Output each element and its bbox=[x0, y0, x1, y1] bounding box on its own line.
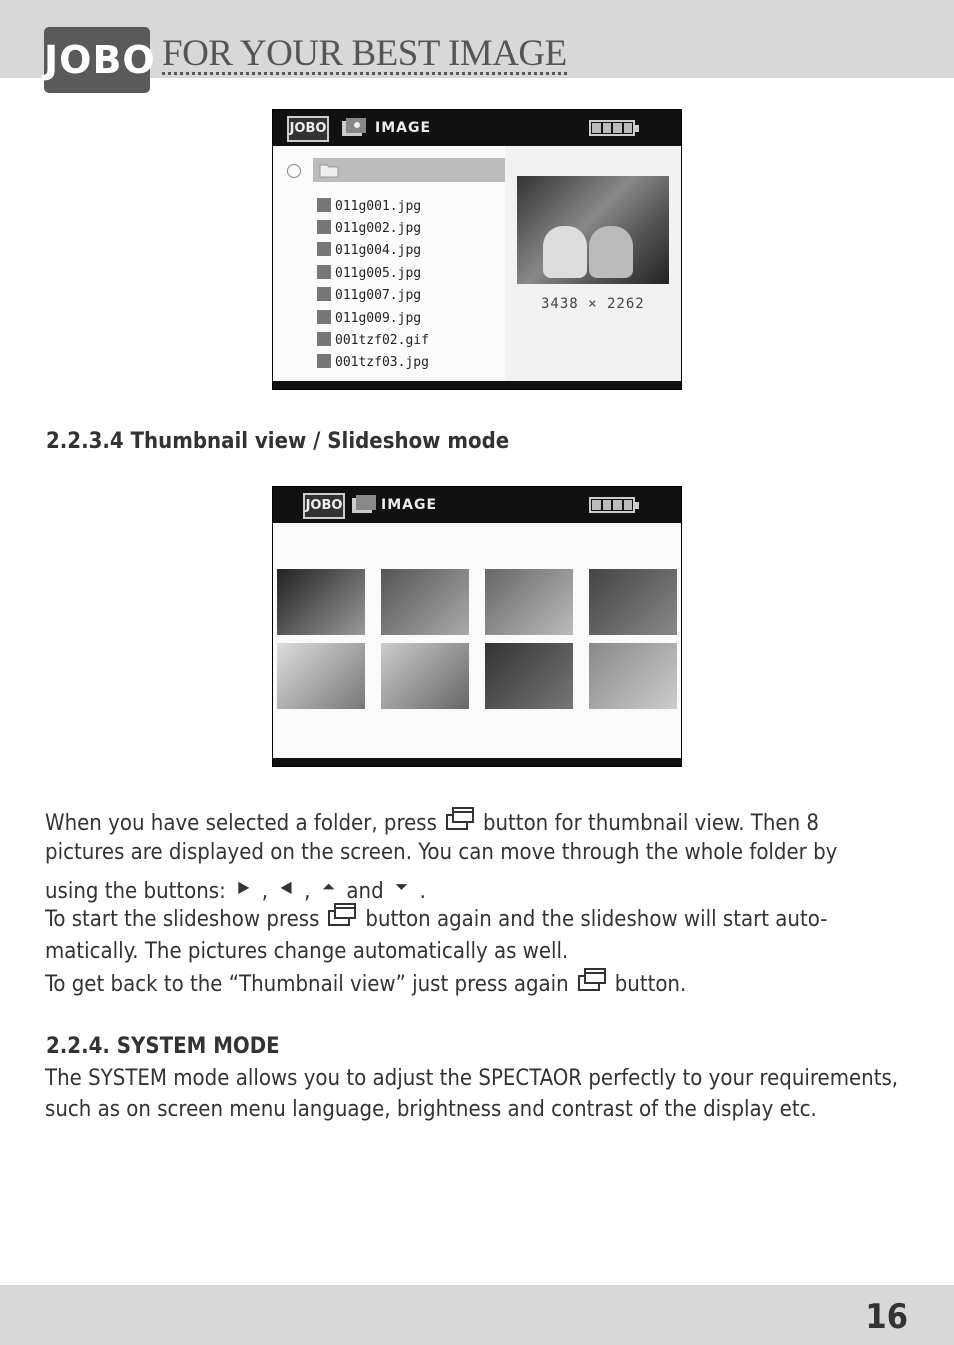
footer-band bbox=[0, 1285, 954, 1345]
image-file-icon bbox=[317, 310, 331, 324]
text-segment: button for thumbnail view. Then 8 bbox=[482, 811, 820, 836]
file-item[interactable]: 011g004.jpg bbox=[317, 242, 421, 258]
text-segment: To start the slideshow press bbox=[45, 907, 320, 932]
thumbnail-birds[interactable] bbox=[381, 569, 469, 635]
kitten-figure bbox=[543, 226, 587, 278]
section-title-thumbnail: 2.2.3.4 Thumbnail view / Slideshow mode bbox=[46, 429, 510, 454]
file-item[interactable]: 011g009.jpg bbox=[317, 310, 421, 326]
text-line: The SYSTEM mode allows you to adjust the SPECTAOR perfectly to your requirements, bbox=[45, 1066, 899, 1091]
folder-icon bbox=[319, 162, 339, 178]
file-browser-screenshot bbox=[272, 109, 682, 390]
arrow-down-icon: ⏷ bbox=[395, 877, 409, 896]
thumbnail-animals[interactable] bbox=[589, 569, 677, 635]
thumbnail-panda[interactable] bbox=[589, 643, 677, 709]
thumbnail-mode-icon bbox=[327, 902, 357, 928]
image-file-icon bbox=[317, 265, 331, 279]
preview-image bbox=[517, 176, 669, 284]
text-line: matically. The pictures change automatically as well. bbox=[45, 939, 569, 964]
file-browser-body bbox=[273, 146, 681, 381]
file-item[interactable]: 011g002.jpg bbox=[317, 220, 421, 236]
jobo-logo: JOBO bbox=[44, 27, 150, 93]
device-logo: JOBO bbox=[303, 493, 345, 519]
image-file-icon bbox=[317, 198, 331, 212]
arrow-right-icon: ▶ bbox=[238, 877, 250, 896]
text-line: pictures are displayed on the screen. You can move through the whole folder by bbox=[45, 840, 838, 865]
thumbnail-cranes[interactable] bbox=[381, 643, 469, 709]
text-segment: When you have selected a folder, press bbox=[45, 811, 437, 836]
page-number: 16 bbox=[865, 1297, 908, 1337]
text-segment: button again and the slideshow will start auto- bbox=[365, 907, 828, 932]
thumbnail-butterfly[interactable] bbox=[485, 643, 573, 709]
image-file-icon bbox=[317, 332, 331, 346]
text-line: such as on screen menu language, brightness and contrast of the display etc. bbox=[45, 1097, 817, 1122]
thumbnail-penguin[interactable] bbox=[277, 643, 365, 709]
text-segment: button. bbox=[614, 972, 687, 997]
image-file-icon bbox=[317, 220, 331, 234]
file-item[interactable]: 001tzf02.gif bbox=[317, 332, 429, 348]
thumbnail-landscape[interactable] bbox=[485, 569, 573, 635]
file-item[interactable]: 011g007.jpg bbox=[317, 287, 421, 303]
file-item[interactable]: 011g005.jpg bbox=[317, 265, 421, 281]
thumbnail-instructions: When you have selected a folder, press button for thumbnail view. Then 8 pictures are displayed on the screen. You can move through the whole folder by using the buttons: ▶ , ◀ , ⏶ and ⏷ . To start the slideshow press button again and the slideshow will start auto- matically. The pictures change automatically as well. To get back to the “Thumbnail view” just press again button. bbox=[45, 806, 915, 1001]
arrow-up-icon: ⏶ bbox=[321, 877, 335, 896]
thumbnail-kittens[interactable] bbox=[277, 569, 365, 635]
file-list bbox=[273, 146, 505, 381]
device-topbar bbox=[273, 487, 681, 523]
arrow-left-icon: ◀ bbox=[280, 877, 292, 896]
text-segment: using the buttons: bbox=[45, 879, 226, 904]
image-file-icon bbox=[317, 287, 331, 301]
thumbnail-body bbox=[273, 523, 681, 758]
thumbnail-mode-icon bbox=[577, 967, 607, 993]
section-title-system: 2.2.4. SYSTEM MODE bbox=[46, 1034, 280, 1059]
mode-label: IMAGE bbox=[375, 120, 432, 136]
file-item[interactable]: 011g001.jpg bbox=[317, 198, 421, 214]
image-file-icon bbox=[317, 354, 331, 368]
image-dimensions: 3438 × 2262 bbox=[541, 296, 645, 312]
file-item[interactable]: 001tzf03.jpg bbox=[317, 354, 429, 370]
battery-icon bbox=[589, 120, 635, 136]
selection-indicator-icon bbox=[287, 164, 301, 178]
device-topbar bbox=[273, 110, 681, 146]
kitten-figure bbox=[589, 226, 633, 278]
thumbnail-mode-icon bbox=[445, 806, 475, 832]
device-bottombar bbox=[273, 758, 681, 766]
header-tagline: FOR YOUR BEST IMAGE bbox=[162, 33, 567, 74]
image-folder-icon bbox=[341, 116, 367, 138]
folder-row[interactable] bbox=[313, 158, 505, 182]
image-file-icon bbox=[317, 242, 331, 256]
thumbnail-screenshot bbox=[272, 486, 682, 767]
thumbnail-grid bbox=[277, 569, 679, 709]
battery-icon bbox=[589, 497, 635, 513]
mode-label: IMAGE bbox=[381, 497, 438, 513]
system-mode-text bbox=[45, 1063, 915, 1125]
text-segment: To get back to the “Thumbnail view” just press again bbox=[45, 972, 569, 997]
device-bottombar bbox=[273, 381, 681, 389]
device-logo: JOBO bbox=[287, 116, 329, 142]
image-folder-icon bbox=[351, 493, 377, 515]
